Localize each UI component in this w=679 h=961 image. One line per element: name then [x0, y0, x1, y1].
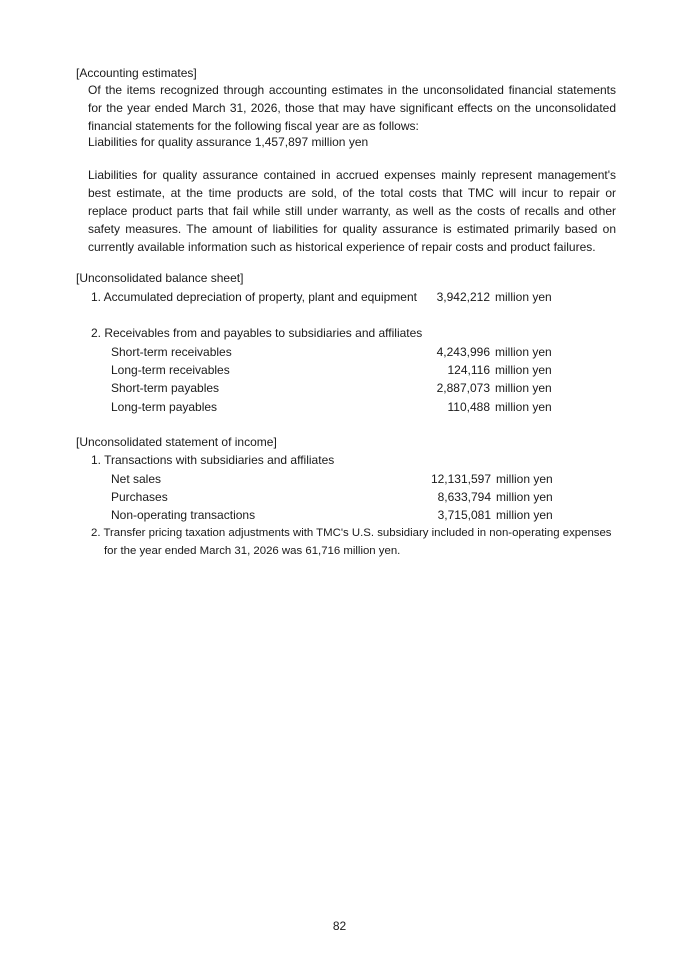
income-statement-heading: [Unconsolidated statement of income]: [76, 435, 277, 449]
page-number: 82: [332, 919, 347, 933]
table-row-unit: million yen: [495, 363, 552, 377]
accounting-estimates-paragraph: Of the items recognized through accounting estimates in the unconsolidated financial statements for the year ended March 31, 2026, those that may have significant effects on the unconsolidated financial statements for the following fiscal year are as follows:: [88, 83, 616, 133]
table-row-value: 3,715,081: [437, 508, 491, 522]
transfer-pricing-line2: for the year ended March 31, 2026 was 61,716 million yen.: [104, 545, 401, 557]
table-row-value: 12,131,597: [430, 472, 491, 486]
accumulated-depreciation-label: 1. Accumulated depreciation of property, plant and equipment: [91, 290, 417, 304]
transactions-heading: 1. Transactions with subsidiaries and affiliates: [91, 453, 335, 467]
quality-assurance-item: Liabilities for quality assurance 1,457,897 million yen: [88, 135, 369, 149]
table-row-label: Short-term receivables: [111, 345, 232, 359]
table-row-label: Long-term payables: [111, 400, 218, 414]
receivables-payables-heading: 2. Receivables from and payables to subsidiaries and affiliates: [91, 326, 423, 340]
table-row-value: 8,633,794: [437, 490, 491, 504]
accumulated-depreciation-unit: million yen: [495, 290, 552, 304]
table-row-value: 2,887,073: [436, 381, 490, 395]
table-row-unit: million yen: [496, 490, 553, 504]
table-row-value: 4,243,996: [436, 345, 490, 359]
table-row-unit: million yen: [495, 345, 552, 359]
table-row-unit: million yen: [496, 508, 553, 522]
table-row-unit: million yen: [495, 381, 552, 395]
accounting-estimates-heading: [Accounting estimates]: [76, 66, 197, 80]
table-row-label: Long-term receivables: [111, 363, 230, 377]
accumulated-depreciation-value: 3,942,212: [436, 290, 490, 304]
table-row-label: Non-operating transactions: [111, 508, 256, 522]
table-row-label: Net sales: [111, 472, 162, 486]
table-row-unit: million yen: [495, 400, 552, 414]
table-row-label: Purchases: [111, 490, 168, 504]
quality-assurance-paragraph: Liabilities for quality assurance contained in accrued expenses mainly represent management's best estimate, at the time products are sold, of the total costs that TMC will incur to repair or replace product parts that fail while still under warranty, as well as the costs of recalls and other safety measures. The amount of liabilities for quality assurance is estimated primarily based on currently available information such as historical experience of repair costs and product failures.: [88, 168, 616, 254]
transfer-pricing-line1: 2. Transfer pricing taxation adjustments with TMC's U.S. subsidiary included in non-operating expenses: [91, 527, 612, 539]
table-row-value: 110,488: [447, 400, 490, 414]
table-row-value: 124,116: [447, 363, 490, 377]
table-row-label: Short-term payables: [111, 381, 220, 395]
balance-sheet-heading: [Unconsolidated balance sheet]: [76, 271, 244, 285]
table-row-unit: million yen: [496, 472, 553, 486]
